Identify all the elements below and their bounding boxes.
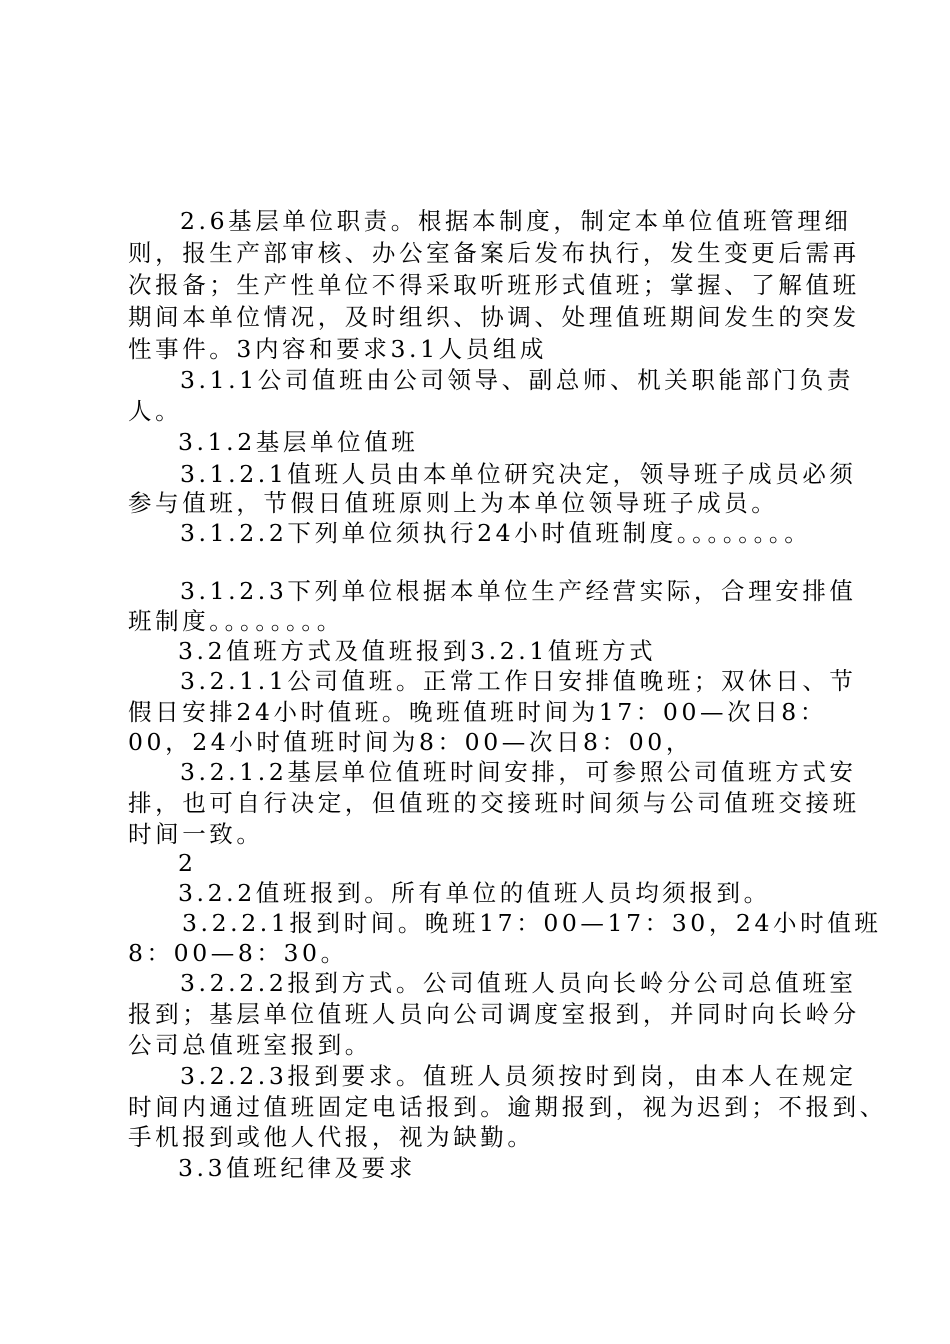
text-line: 性事件。3内容和要求3.1人员组成 xyxy=(128,335,548,363)
text-line: 3.2.2值班报到。所有单位的值班人员均须报到。 xyxy=(178,879,771,907)
text-line: 3.1.1公司值班由公司领导、副总师、机关职能部门负责 xyxy=(180,366,854,394)
text-line: 人。 xyxy=(128,397,183,425)
text-line: 排，也可自行决定，但值班的交接班时间须与公司值班交接班 xyxy=(128,789,860,817)
text-line: 3.2.1.2基层单位值班时间安排，可参照公司值班方式安 xyxy=(180,758,857,786)
text-line: 8：00—8：30。 xyxy=(128,939,348,967)
text-line: 时间内通过值班固定电话报到。逾期报到，视为迟到；不报到、 xyxy=(128,1093,887,1121)
text-line: 3.1.2.2下列单位须执行24小时值班制度。。。。。。。。 xyxy=(180,519,812,547)
text-line: 3.3值班纪律及要求 xyxy=(178,1154,416,1182)
text-line: 班制度。。。。。。。。 xyxy=(128,607,344,635)
text-line: 假日安排24小时值班。晚班值班时间为17：00—次日8： xyxy=(128,698,827,726)
text-line: 3.2.2.1报到时间。晚班17：00—17：30，24小时值班 xyxy=(182,909,882,937)
text-line: 时间一致。 xyxy=(128,820,264,848)
text-line: 3.2值班方式及值班报到3.2.1值班方式 xyxy=(178,637,657,665)
text-line: 3.1.2.1值班人员由本单位研究决定，领导班子成员必须 xyxy=(180,460,857,488)
text-line: 报到；基层单位值班人员向公司调度室报到，并同时向长岭分 xyxy=(128,1000,860,1028)
text-line: 则，报生产部审核、办公室备案后发布执行，发生变更后需再 xyxy=(128,239,860,267)
text-line: 参与值班，节假日值班原则上为本单位领导班子成员。 xyxy=(128,489,779,517)
page-number: 2 xyxy=(178,849,197,877)
text-line: 次报备；生产性单位不得采取听班形式值班；掌握、了解值班 xyxy=(128,271,860,299)
text-line: 3.2.2.3报到要求。值班人员须按时到岗，由本人在规定 xyxy=(180,1062,857,1090)
text-line: 2.6基层单位职责。根据本制度，制定本单位值班管理细 xyxy=(180,207,852,235)
text-line: 公司总值班室报到。 xyxy=(128,1031,372,1059)
text-line: 3.2.2.2报到方式。公司值班人员向长岭分公司总值班室 xyxy=(180,969,857,997)
text-line: 手机报到或他人代报，视为缺勤。 xyxy=(128,1123,535,1151)
text-line: 3.1.2基层单位值班 xyxy=(178,428,419,456)
text-line: 00，24小时值班时间为8：00—次日8：00， xyxy=(128,728,693,756)
text-line: 3.1.2.3下列单位根据本单位生产经营实际，合理安排值 xyxy=(180,577,857,605)
text-line: 期间本单位情况，及时组织、协调、处理值班期间发生的突发 xyxy=(128,303,860,331)
text-line: 3.2.1.1公司值班。正常工作日安排值晚班；双休日、节 xyxy=(180,667,857,695)
